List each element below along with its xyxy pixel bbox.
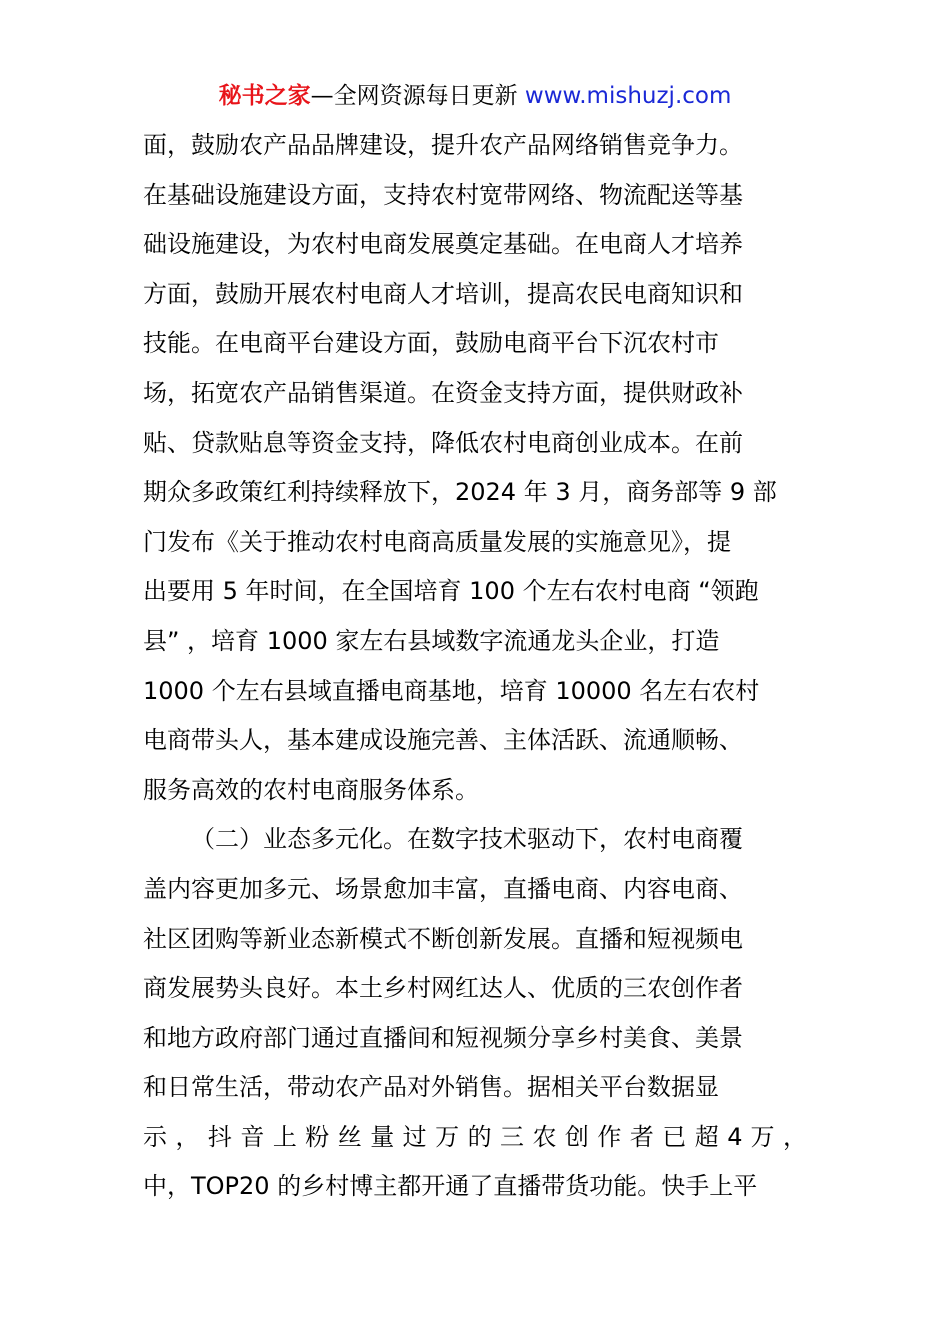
text-line: 中，TOP20 的乡村博主都开通了直播带货功能。快手上平: [143, 1172, 758, 1201]
text-line: 1000 个左右县域直播电商基地，培育 10000 名左右农村: [143, 676, 760, 705]
paragraph-heading-line: （二）业态多元化。在数字技术驱动下，农村电商覆: [191, 825, 743, 854]
text-line: 面，鼓励农产品品牌建设，提升农产品网络销售竞争力。: [143, 131, 743, 159]
text-line: 社区团购等新业态新模式不断创新发展。直播和短视频电: [143, 924, 743, 953]
text-line: 在基础设施建设方面，支持农村宽带网络、物流配送等基: [143, 180, 743, 209]
text-line: 方面，鼓励开展农村电商人才培训，提高农民电商知识和: [143, 279, 743, 308]
text-line: 出要用 5 年时间，在全国培育 100 个左右农村电商 “领跑: [143, 577, 759, 606]
text-line: 县” ，培育 1000 家左右县域数字流通龙头企业，打造: [143, 626, 720, 655]
site-tagline: —全网资源每日更新: [310, 83, 518, 109]
text-line: 门发布《关于推动农村电商高质量发展的实施意见》，提: [143, 527, 731, 556]
site-brand: 秘书之家: [218, 83, 311, 109]
text-line: 础设施建设，为农村电商发展奠定基础。在电商人才培养: [143, 230, 743, 259]
text-line: 和日常生活，带动农产品对外销售。据相关平台数据显: [143, 1073, 719, 1102]
site-header: [0, 80, 950, 112]
text-line: 技能。在电商平台建设方面，鼓励电商平台下沉农村市: [143, 329, 719, 358]
text-line: 盖内容更加多元、场景愈加丰富，直播电商、内容电商、: [143, 874, 743, 903]
document-body: [143, 121, 807, 1212]
text-line: 服务高效的农村电商服务体系。: [143, 775, 479, 804]
site-url-link[interactable]: www.mishuzj.com: [524, 83, 732, 109]
text-line: 场，拓宽农产品销售渠道。在资金支持方面，提供财政补: [143, 378, 743, 407]
text-line: 和地方政府部门通过直播间和短视频分享乡村美食、美景: [143, 1023, 743, 1052]
text-line: 示 ， 抖 音 上 粉 丝 量 过 万 的 三 农 创 作 者 已 超 4 万 ，: [143, 1122, 807, 1151]
text-line: 商发展势头良好。本土乡村网红达人、优质的三农创作者: [143, 974, 743, 1003]
text-line: 期众多政策红利持续释放下，2024 年 3 月，商务部等 9 部: [143, 478, 777, 507]
text-line: 电商带头人，基本建成设施完善、主体活跃、流通顺畅、: [143, 726, 743, 755]
text-line: 贴、贷款贴息等资金支持，降低农村电商创业成本。在前: [143, 428, 743, 457]
